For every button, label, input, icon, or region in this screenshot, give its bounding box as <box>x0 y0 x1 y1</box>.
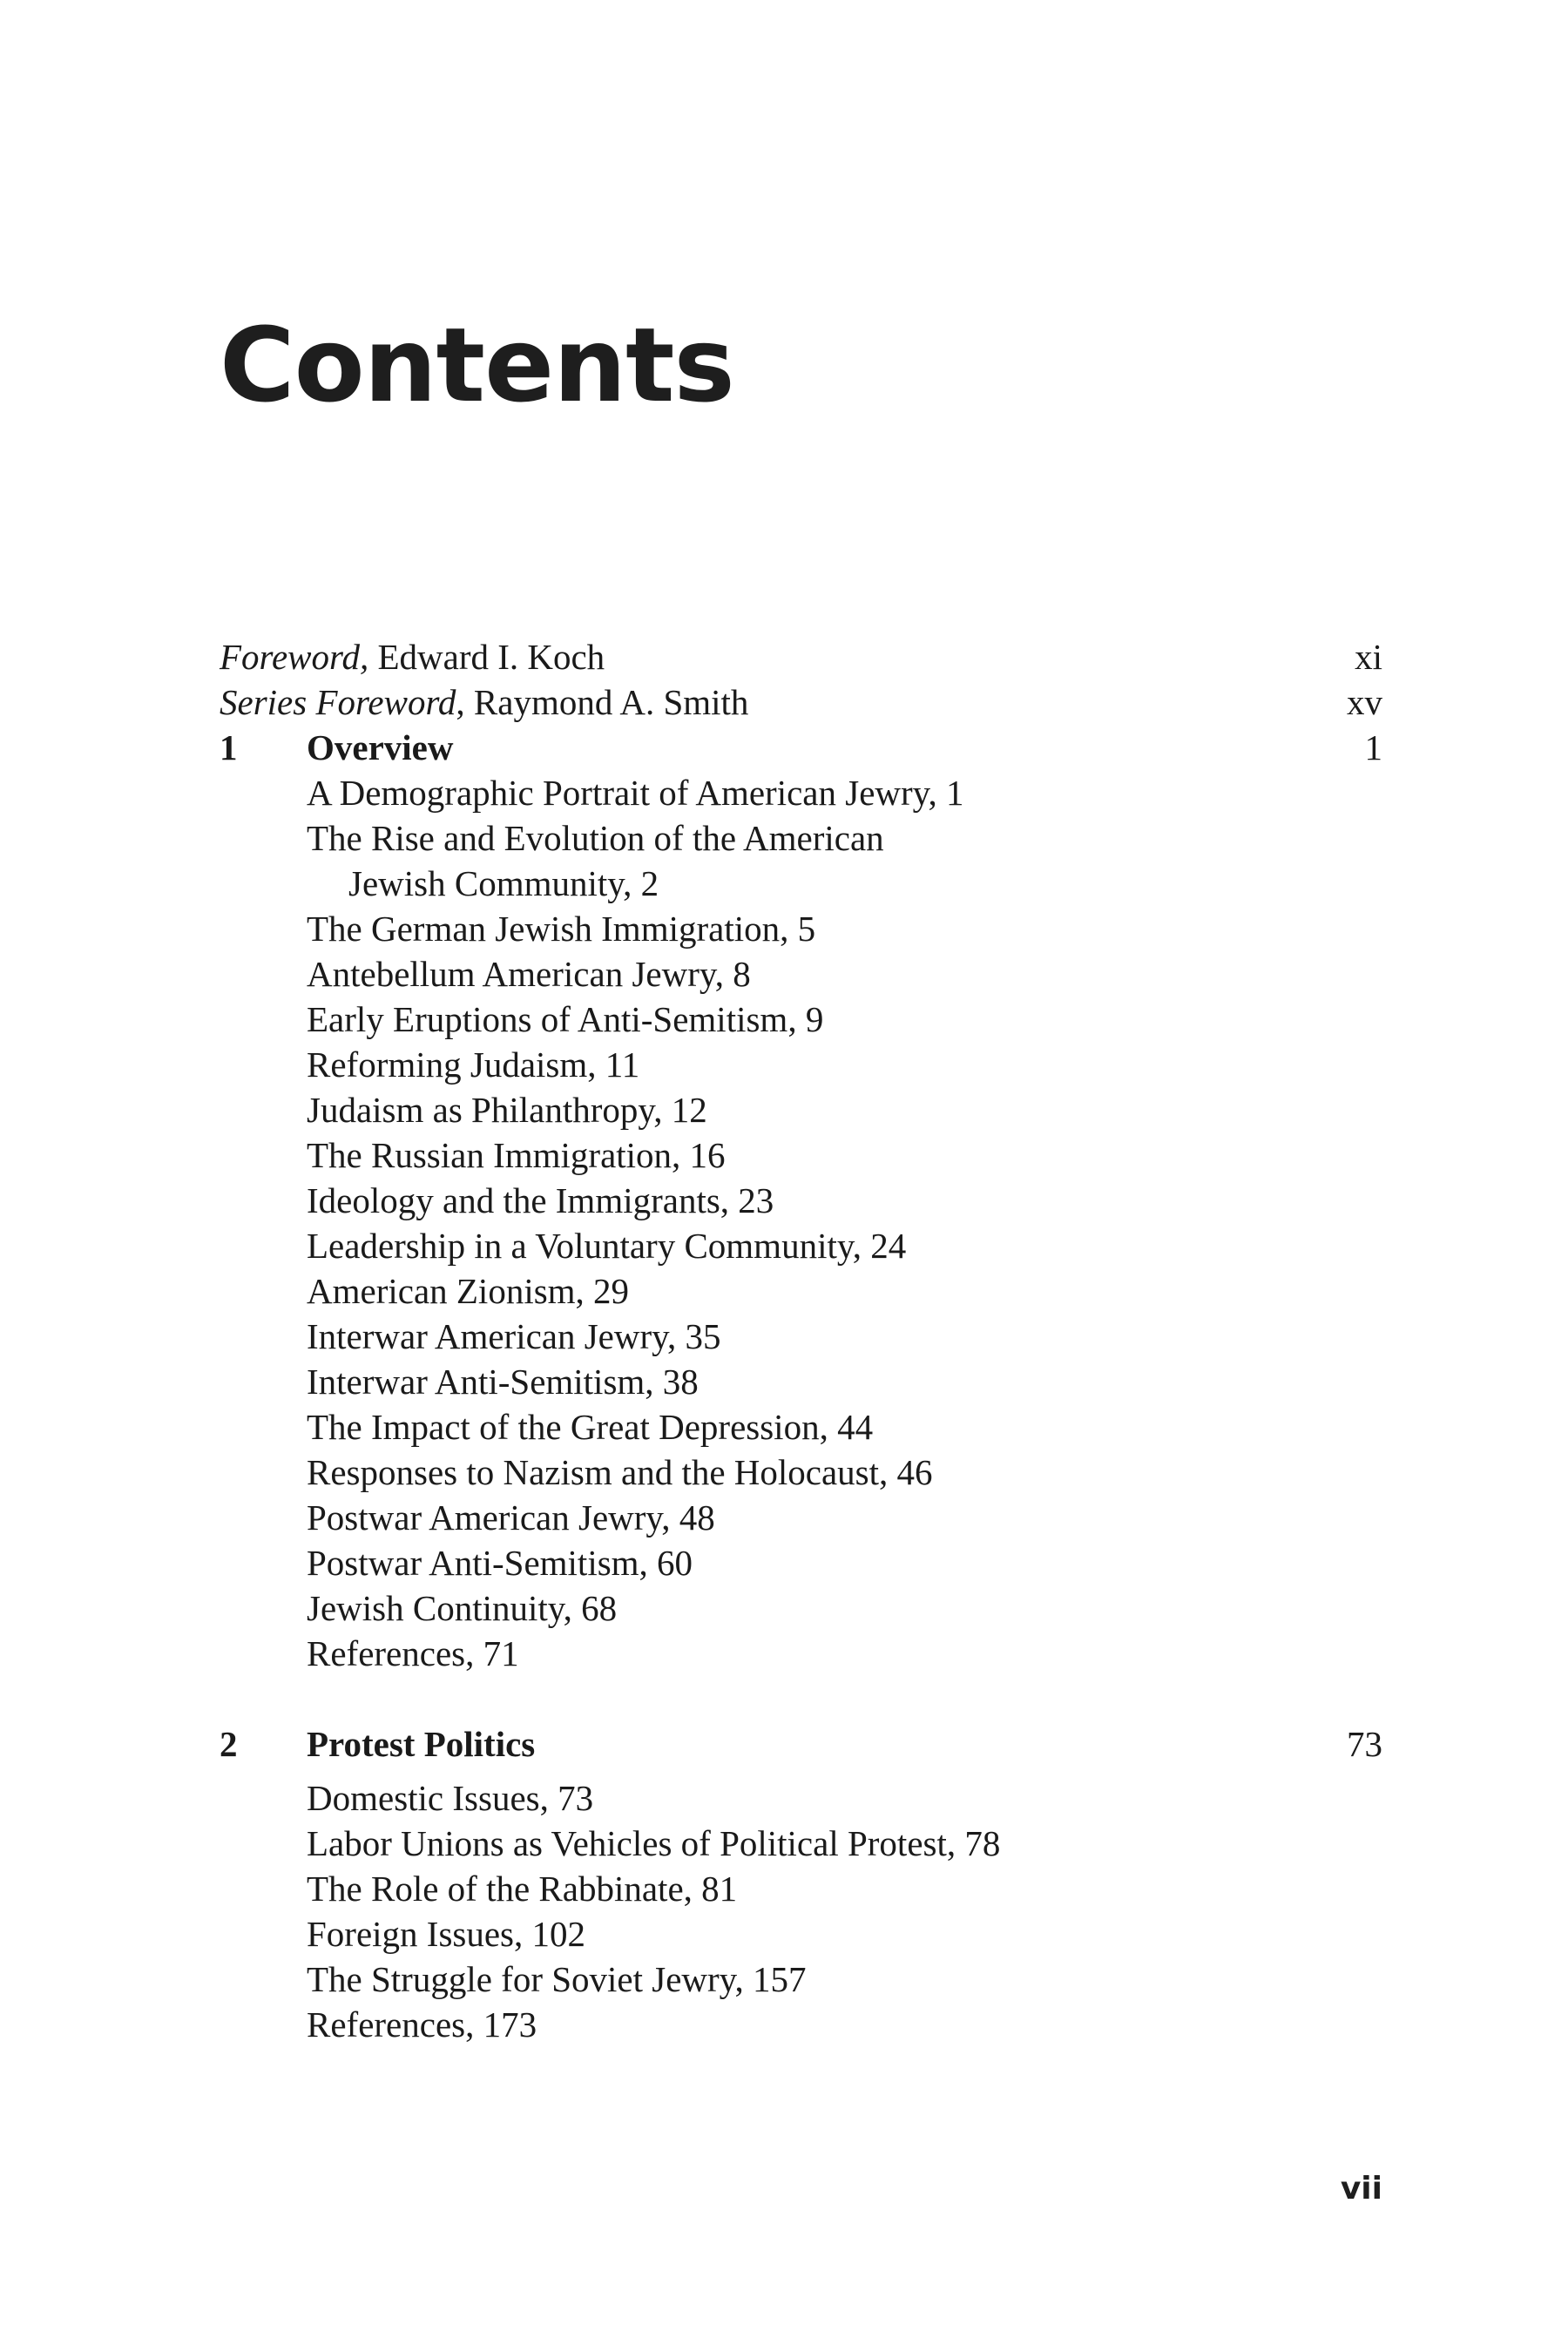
chapter-1-page: 1 <box>1364 727 1382 767</box>
page-number: vii <box>1340 2171 1382 2207</box>
toc-section: Reforming Judaism, 11 <box>307 1044 640 1085</box>
table-of-contents <box>220 634 1382 2047</box>
toc-section: The German Jewish Immigration, 5 <box>307 909 816 949</box>
foreword-title: Foreword, <box>220 637 369 677</box>
toc-section-continued: Jewish Community, 2 <box>348 863 659 903</box>
series-foreword-page: xv <box>1347 682 1382 722</box>
foreword-page: xi <box>1355 637 1382 677</box>
toc-section: Postwar Anti-Semitism, 60 <box>307 1543 693 1583</box>
toc-section: The Struggle for Soviet Jewry, 157 <box>307 1959 807 1999</box>
toc-section: Jewish Continuity, 68 <box>307 1588 618 1628</box>
chapter-2-heading <box>220 1721 1382 1767</box>
chapter-2-number: 2 <box>220 1724 238 1764</box>
toc-section: Foreign Issues, 102 <box>307 1914 586 1954</box>
toc-section: Interwar American Jewry, 35 <box>307 1316 721 1356</box>
toc-section: Responses to Nazism and the Holocaust, 46 <box>307 1452 933 1492</box>
chapter-2-page: 73 <box>1347 1724 1382 1764</box>
toc-section: The Rise and Evolution of the American <box>307 818 884 858</box>
toc-section: A Demographic Portrait of American Jewry, 1 <box>307 773 964 813</box>
toc-section: The Role of the Rabbinate, 81 <box>307 1869 738 1909</box>
toc-section: References, 71 <box>307 1633 519 1673</box>
toc-series-foreword <box>220 679 1382 725</box>
toc-section: Ideology and the Immigrants, 23 <box>307 1180 774 1220</box>
toc-section: Antebellum American Jewry, 8 <box>307 954 751 994</box>
toc-section: Judaism as Philanthropy, 12 <box>307 1090 707 1130</box>
toc-section: The Impact of the Great Depression, 44 <box>307 1407 874 1447</box>
chapter-2-title: Protest Politics <box>307 1724 536 1764</box>
series-foreword-author: , Raymond A. Smith <box>456 682 749 722</box>
toc-section: The Russian Immigration, 16 <box>307 1135 726 1175</box>
chapter-1-heading <box>220 725 1382 770</box>
foreword-author: Edward I. Koch <box>377 637 605 677</box>
toc-section: Early Eruptions of Anti-Semitism, 9 <box>307 999 824 1039</box>
chapter-1-number: 1 <box>220 727 238 767</box>
toc-section: American Zionism, 29 <box>307 1271 630 1311</box>
toc-foreword <box>220 634 1382 679</box>
toc-section: Interwar Anti-Semitism, 38 <box>307 1362 699 1402</box>
toc-section: References, 173 <box>307 2004 537 2044</box>
page-title: Contents <box>220 305 734 425</box>
series-foreword-title: Series Foreword <box>220 682 456 722</box>
chapter-1-title: Overview <box>307 727 454 767</box>
toc-section: Leadership in a Voluntary Community, 24 <box>307 1226 907 1266</box>
toc-section: Labor Unions as Vehicles of Political Protest, 78 <box>307 1823 1001 1863</box>
toc-section: Domestic Issues, 73 <box>307 1778 594 1818</box>
toc-section: Postwar American Jewry, 48 <box>307 1497 715 1538</box>
